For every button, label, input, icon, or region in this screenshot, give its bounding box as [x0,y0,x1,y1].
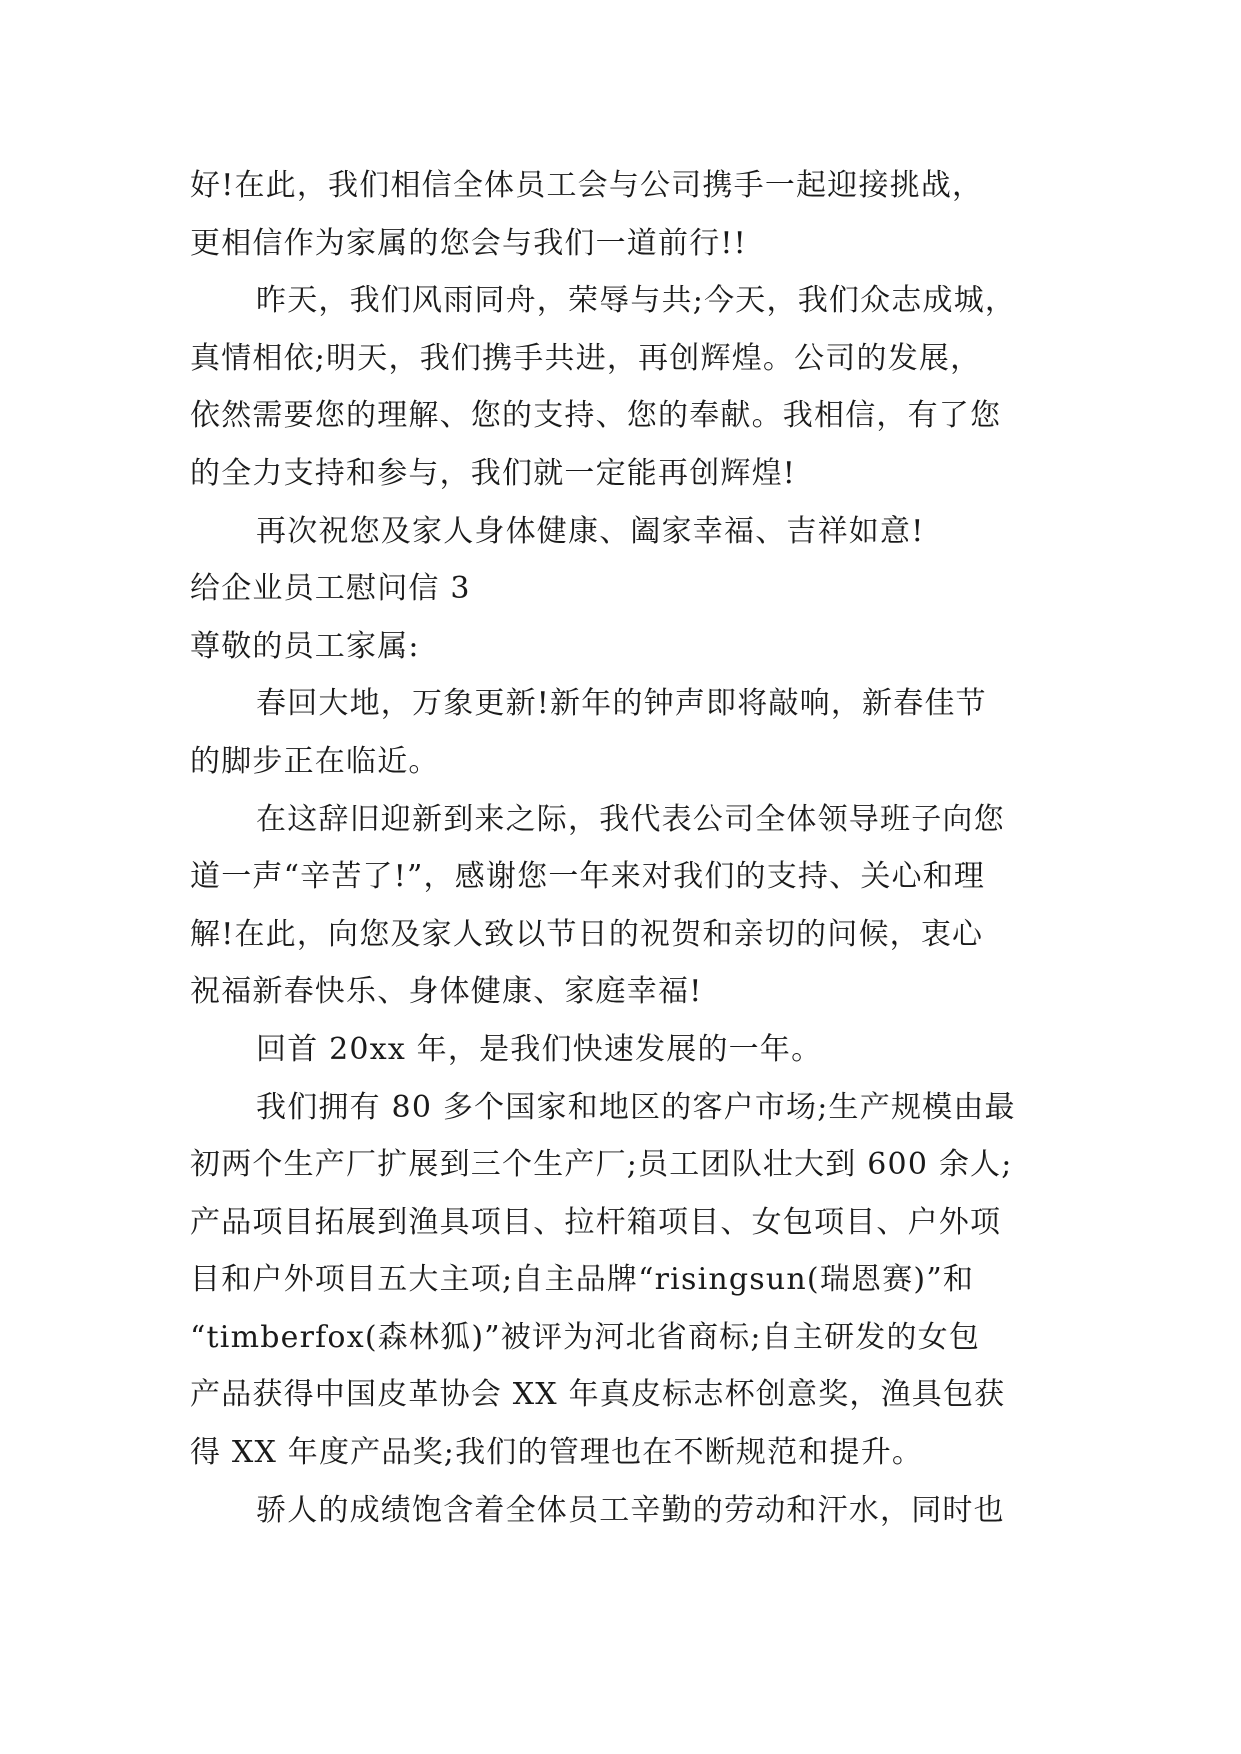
text-line: 得 XX 年度产品奖;我们的管理也在不断规范和提升。 [190,1435,924,1471]
text-line: 祝福新春快乐、身体健康、家庭幸福! [190,974,703,1010]
text-line: 我们拥有 80 多个国家和地区的客户市场;生产规模由最 [256,1089,1016,1125]
text-line: 目和户外项目五大主项;自主品牌“risingsun(瑞恩赛)”和 [190,1262,975,1298]
text-line: 在这辞旧迎新到来之际，我代表公司全体领导班子向您 [256,801,1005,837]
text-line: 更相信作为家属的您会与我们一道前行!! [190,225,747,261]
text-line: 春回大地，万象更新!新年的钟声即将敲响，新春佳节 [256,686,987,722]
text-line: 的脚步正在临近。 [190,743,440,779]
text-line: 的全力支持和参与，我们就一定能再创辉煌! [190,455,797,491]
text-line: 骄人的成绩饱含着全体员工辛勤的劳动和汗水，同时也 [256,1492,1005,1528]
text-line: 产品项目拓展到渔具项目、拉杆箱项目、女包项目、户外项 [190,1204,1002,1240]
letter-salutation: 尊敬的员工家属: [190,628,420,664]
text-line: 初两个生产厂扩展到三个生产厂;员工团队壮大到 600 余人; [190,1147,1013,1183]
text-line: 再次祝您及家人身体健康、阖家幸福、吉祥如意! [256,513,925,549]
text-line: 真情相依;明天，我们携手共进，再创辉煌。公司的发展， [190,340,982,376]
text-line: 昨天，我们风雨同舟，荣辱与共;今天，我们众志成城， [256,283,1017,319]
text-line: 好!在此，我们相信全体员工会与公司携手一起迎接挑战， [190,168,984,203]
text-line: 依然需要您的理解、您的支持、您的奉献。我相信，有了您 [190,398,1002,434]
document-body [190,157,1062,1539]
letter-title: 给企业员工慰问信 3 [190,571,471,607]
text-line: 产品获得中国皮革协会 XX 年真皮标志杯创意奖，渔具包获 [190,1377,1006,1413]
text-line: 道一声“辛苦了!”，感谢您一年来对我们的支持、关心和理 [190,859,986,895]
text-line: 解!在此，向您及家人致以节日的祝贺和亲切的问候，衷心 [190,916,984,952]
text-line: 回首 20xx 年，是我们快速发展的一年。 [256,1031,823,1067]
text-line: “timberfox(森林狐)”被评为河北省商标;自主研发的女包 [190,1319,981,1355]
